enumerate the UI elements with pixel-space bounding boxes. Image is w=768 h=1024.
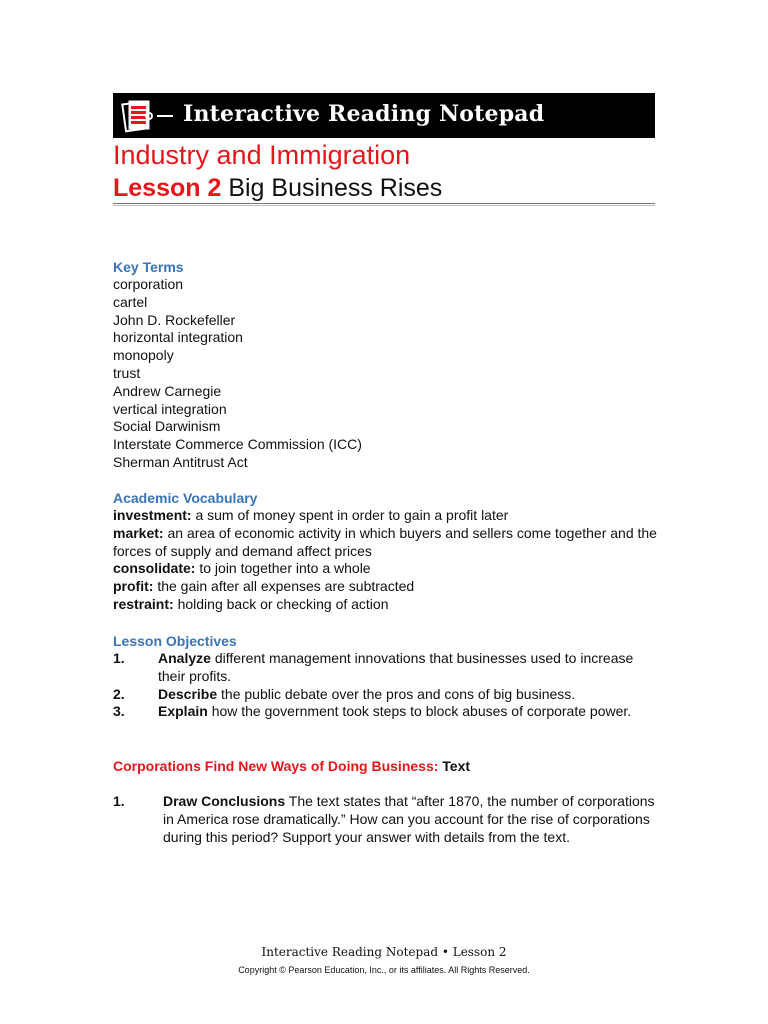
section-heading-text: Corporations Find New Ways of Doing Business: <box>113 758 439 774</box>
objective-item <box>113 703 658 721</box>
objective-text: the public debate over the pros and cons of big business. <box>221 685 576 702</box>
key-terms-list <box>113 276 362 472</box>
vocab-item <box>113 507 658 525</box>
vocab-item <box>113 525 658 561</box>
question-number: 1. <box>113 793 125 809</box>
unit-title: Industry and Immigration <box>113 140 411 170</box>
key-term: Sherman Antitrust Act <box>113 453 248 470</box>
key-term: corporation <box>113 276 184 292</box>
key-term: Social Darwinism <box>113 418 221 435</box>
vocab-item <box>113 578 658 596</box>
objective-item <box>113 686 658 704</box>
footer-title: Interactive Reading Notepad • Lesson 2 <box>261 945 507 959</box>
key-term: horizontal integration <box>113 329 243 346</box>
vocab-term: profit: <box>113 578 154 595</box>
vocab-term: market: <box>113 524 164 541</box>
vocab-item <box>113 596 658 614</box>
section-heading <box>113 758 470 774</box>
lesson-title: Big Business Rises <box>228 174 443 202</box>
lesson-label: Lesson 2 <box>113 174 222 202</box>
key-term: Andrew Carnegie <box>113 382 222 399</box>
objective-number: 2. <box>113 685 125 702</box>
objective-verb: Analyze <box>158 650 211 666</box>
vocab-def: holding back or checking of action <box>177 595 389 612</box>
vocab-def: to join together into a whole <box>199 560 371 577</box>
vocab-def: an area of economic activity in which buyers and sellers come together and the forces of supply and demand affect prices <box>113 524 657 559</box>
question-item <box>113 793 658 846</box>
objective-text: how the government took steps to block abuses of corporate power. <box>211 703 632 720</box>
vocab-term: investment: <box>113 507 192 523</box>
lesson-heading <box>113 174 442 203</box>
objective-number: 1. <box>113 650 125 666</box>
key-terms-title: Key Terms <box>113 259 184 275</box>
objective-verb: Explain <box>158 703 208 720</box>
section-heading-tag: Text <box>442 758 471 774</box>
header-rule <box>113 203 655 206</box>
key-term: John D. Rockefeller <box>113 311 236 328</box>
key-term: trust <box>113 364 141 381</box>
objective-verb: Describe <box>158 685 218 702</box>
vocab-item <box>113 560 658 578</box>
vocab-title: Academic Vocabulary <box>113 490 258 506</box>
vocab-def: a sum of money spent in order to gain a profit later <box>195 507 509 523</box>
key-term: vertical integration <box>113 400 227 417</box>
vocab-term: consolidate: <box>113 560 196 577</box>
objective-item <box>113 650 658 686</box>
key-term: cartel <box>113 293 148 310</box>
objectives-list <box>113 650 658 721</box>
notepad-icon <box>121 98 155 134</box>
key-term: Interstate Commerce Commission (ICC) <box>113 436 362 453</box>
key-term: monopoly <box>113 347 174 364</box>
banner <box>113 93 655 138</box>
vocab-term: restraint: <box>113 595 174 612</box>
banner-title: Interactive Reading Notepad <box>183 101 545 127</box>
objective-number: 3. <box>113 703 125 720</box>
question-text: The text states that “after 1870, the number of corporations in America rose dramatically.” How can you account for the rise of corporations during this period? Support your answer with details from the text. <box>163 793 655 845</box>
banner-line <box>157 115 173 117</box>
question-body <box>163 793 658 846</box>
footer-copyright: Copyright © Pearson Education, Inc., or its affiliates. All Rights Reserved. <box>238 965 530 975</box>
question-skill: Draw Conclusions <box>163 793 286 809</box>
vocab-list <box>113 507 658 614</box>
vocab-def: the gain after all expenses are subtracted <box>157 578 415 595</box>
objective-text: different management innovations that businesses used to increase their profits. <box>158 650 634 684</box>
objectives-title: Lesson Objectives <box>113 633 237 649</box>
